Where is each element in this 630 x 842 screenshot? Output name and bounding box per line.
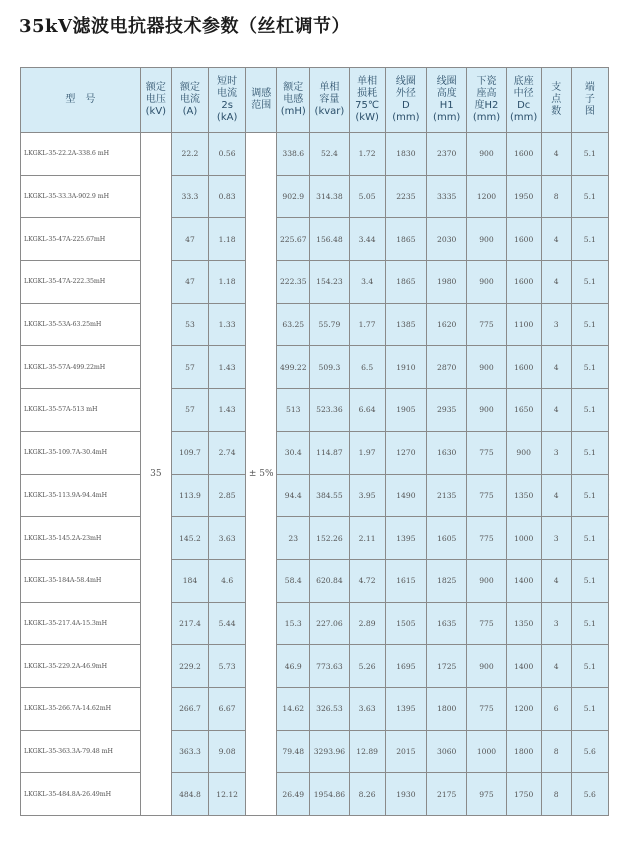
- cell-current: 57: [171, 346, 208, 389]
- header-inductance: [277, 68, 310, 133]
- cell-coil-height: 1620: [427, 303, 467, 346]
- cell-loss: 12.89: [349, 730, 385, 773]
- cell-coil-height: 2175: [427, 773, 467, 816]
- cell-short-current: 1.18: [209, 218, 246, 261]
- cell-base-diameter: 1600: [506, 133, 541, 176]
- cell-inductance: 23: [277, 517, 310, 560]
- header-line: 短时: [217, 76, 238, 87]
- cell-base-diameter: 1350: [506, 602, 541, 645]
- cell-support-points: 3: [541, 517, 571, 560]
- cell-base-diameter: 1000: [506, 517, 541, 560]
- cell-short-current: 1.43: [209, 346, 246, 389]
- header-line: 底座: [513, 76, 534, 87]
- cell-support-points: 4: [541, 559, 571, 602]
- cell-coil-height: 2370: [427, 133, 467, 176]
- cell-inductance: 63.25: [277, 303, 310, 346]
- header-line: 调感: [251, 88, 272, 99]
- cell-short-current: 5.44: [209, 602, 246, 645]
- cell-model: LKGKL-35-57A-513 mH: [21, 389, 141, 432]
- cell-model: LKGKL-35-47A-222.35mH: [21, 261, 141, 304]
- cell-base-diameter: 1350: [506, 474, 541, 517]
- cell-base-height: 775: [467, 303, 506, 346]
- header-terminal: [571, 68, 608, 133]
- cell-current: 109.7: [171, 431, 208, 474]
- cell-current: 484.8: [171, 773, 208, 816]
- cell-capacity: 114.87: [310, 431, 349, 474]
- header-line: 高度: [436, 88, 457, 99]
- header-line: 额定: [179, 82, 200, 93]
- header-current: [171, 68, 208, 133]
- header-line: 2s: [221, 100, 233, 111]
- cell-support-points: 3: [541, 431, 571, 474]
- header-coil-height: [427, 68, 467, 133]
- cell-capacity: 523.36: [310, 389, 349, 432]
- cell-model: LKGKL-35-113.9A-94.4mH: [21, 474, 141, 517]
- cell-support-points: 4: [541, 261, 571, 304]
- cell-current: 229.2: [171, 645, 208, 688]
- cell-loss: 6.64: [349, 389, 385, 432]
- cell-short-current: 4.6: [209, 559, 246, 602]
- cell-base-height: 900: [467, 346, 506, 389]
- cell-inductance: 225.67: [277, 218, 310, 261]
- header-line: 电感: [283, 94, 304, 105]
- cell-loss: 1.72: [349, 133, 385, 176]
- table-row: [21, 175, 609, 218]
- cell-terminal: 5.1: [571, 133, 608, 176]
- header-line: (kW): [355, 112, 379, 123]
- cell-diameter: 2015: [385, 730, 426, 773]
- cell-short-current: 3.63: [209, 517, 246, 560]
- header-line: 额定: [145, 82, 166, 93]
- header-adjust-range: [246, 68, 277, 133]
- cell-terminal: 5.1: [571, 303, 608, 346]
- cell-base-diameter: 1400: [506, 645, 541, 688]
- cell-current: 217.4: [171, 602, 208, 645]
- table-row: [21, 645, 609, 688]
- cell-short-current: 1.33: [209, 303, 246, 346]
- cell-current: 22.2: [171, 133, 208, 176]
- cell-inductance: 46.9: [277, 645, 310, 688]
- cell-terminal: 5.1: [571, 559, 608, 602]
- cell-support-points: 6: [541, 687, 571, 730]
- cell-base-height: 900: [467, 218, 506, 261]
- header-line: (mm): [433, 112, 461, 123]
- cell-support-points: 4: [541, 133, 571, 176]
- cell-base-height: 775: [467, 517, 506, 560]
- header-line: 电压: [145, 94, 166, 105]
- cell-terminal: 5.6: [571, 773, 608, 816]
- cell-base-height: 775: [467, 602, 506, 645]
- cell-terminal: 5.1: [571, 645, 608, 688]
- cell-base-height: 975: [467, 773, 506, 816]
- header-line: (mm): [510, 112, 538, 123]
- cell-diameter: 1490: [385, 474, 426, 517]
- cell-base-height: 775: [467, 687, 506, 730]
- cell-capacity: 52.4: [310, 133, 349, 176]
- cell-base-diameter: 1950: [506, 175, 541, 218]
- cell-terminal: 5.6: [571, 730, 608, 773]
- header-line: 损耗: [357, 88, 378, 99]
- header-line: 线圈: [395, 76, 416, 87]
- header-diameter: [385, 68, 426, 133]
- cell-coil-height: 1605: [427, 517, 467, 560]
- cell-support-points: 4: [541, 218, 571, 261]
- header-line: 外径: [395, 88, 416, 99]
- cell-loss: 2.89: [349, 602, 385, 645]
- cell-coil-height: 1825: [427, 559, 467, 602]
- cell-diameter: 1505: [385, 602, 426, 645]
- cell-diameter: 1905: [385, 389, 426, 432]
- cell-coil-height: 3060: [427, 730, 467, 773]
- header-line: D: [402, 100, 410, 111]
- cell-current: 47: [171, 218, 208, 261]
- header-short-current: [209, 68, 246, 133]
- cell-base-diameter: 1800: [506, 730, 541, 773]
- header-line: 线圈: [436, 76, 457, 87]
- header-line: 中径: [513, 88, 534, 99]
- cell-coil-height: 1980: [427, 261, 467, 304]
- cell-diameter: 1385: [385, 303, 426, 346]
- cell-capacity: 509.3: [310, 346, 349, 389]
- header-line: 座高: [476, 88, 497, 99]
- header-line: (kA): [216, 112, 238, 123]
- header-line: (kV): [145, 106, 167, 117]
- cell-terminal: 5.1: [571, 389, 608, 432]
- cell-short-current: 2.85: [209, 474, 246, 517]
- cell-loss: 5.26: [349, 645, 385, 688]
- cell-inductance: 30.4: [277, 431, 310, 474]
- cell-inductance: 902.9: [277, 175, 310, 218]
- cell-support-points: 8: [541, 730, 571, 773]
- cell-inductance: 222.35: [277, 261, 310, 304]
- cell-model: LKGKL-35-363.3A-79.48 mH: [21, 730, 141, 773]
- cell-base-diameter: 900: [506, 431, 541, 474]
- cell-coil-height: 2870: [427, 346, 467, 389]
- header-line: 75℃: [355, 100, 380, 111]
- cell-diameter: 1270: [385, 431, 426, 474]
- cell-inductance: 94.4: [277, 474, 310, 517]
- cell-short-current: 2.74: [209, 431, 246, 474]
- cell-current: 57: [171, 389, 208, 432]
- cell-loss: 1.97: [349, 431, 385, 474]
- header-line: (A): [182, 106, 198, 117]
- cell-base-height: 900: [467, 559, 506, 602]
- header-line: 容量: [319, 94, 340, 105]
- cell-base-height: 1000: [467, 730, 506, 773]
- cell-capacity: 326.53: [310, 687, 349, 730]
- cell-support-points: 8: [541, 175, 571, 218]
- cell-coil-height: 1800: [427, 687, 467, 730]
- header-voltage: [140, 68, 171, 133]
- cell-base-height: 900: [467, 389, 506, 432]
- table-row: [21, 730, 609, 773]
- cell-current: 184: [171, 559, 208, 602]
- cell-diameter: 1865: [385, 218, 426, 261]
- cell-support-points: 4: [541, 645, 571, 688]
- cell-terminal: 5.1: [571, 687, 608, 730]
- header-support-points: [541, 68, 571, 133]
- cell-coil-height: 3335: [427, 175, 467, 218]
- cell-diameter: 1395: [385, 687, 426, 730]
- header-line: (mH): [280, 106, 306, 117]
- cell-current: 47: [171, 261, 208, 304]
- cell-base-height: 900: [467, 261, 506, 304]
- cell-loss: 5.05: [349, 175, 385, 218]
- cell-loss: 2.11: [349, 517, 385, 560]
- cell-model: LKGKL-35-53A-63.25mH: [21, 303, 141, 346]
- cell-adjust-range: ± 5%: [246, 133, 277, 816]
- cell-model: LKGKL-35-109.7A-30.4mH: [21, 431, 141, 474]
- table-row: [21, 303, 609, 346]
- cell-short-current: 0.83: [209, 175, 246, 218]
- cell-capacity: 773.63: [310, 645, 349, 688]
- table-row: [21, 431, 609, 474]
- cell-diameter: 1615: [385, 559, 426, 602]
- cell-inductance: 513: [277, 389, 310, 432]
- cell-diameter: 1930: [385, 773, 426, 816]
- header-line: 度H2: [474, 100, 499, 111]
- cell-model: LKGKL-35-184A-58.4mH: [21, 559, 141, 602]
- cell-loss: 3.4: [349, 261, 385, 304]
- cell-short-current: 12.12: [209, 773, 246, 816]
- cell-support-points: 4: [541, 474, 571, 517]
- header-line: 电流: [179, 94, 200, 105]
- page-title: 35kV滤波电抗器技术参数（丝杠调节）: [19, 16, 350, 37]
- header-line: 端: [584, 82, 595, 93]
- table-row: [21, 346, 609, 389]
- cell-model: LKGKL-35-266.7A-14.62mH: [21, 687, 141, 730]
- header-line: 支: [551, 82, 562, 93]
- cell-base-diameter: 1600: [506, 218, 541, 261]
- cell-loss: 6.5: [349, 346, 385, 389]
- cell-coil-height: 1635: [427, 602, 467, 645]
- cell-base-height: 1200: [467, 175, 506, 218]
- cell-terminal: 5.1: [571, 261, 608, 304]
- cell-coil-height: 2030: [427, 218, 467, 261]
- cell-capacity: 227.06: [310, 602, 349, 645]
- table-row: [21, 559, 609, 602]
- table-header-row: [21, 68, 609, 133]
- header-capacity: [310, 68, 349, 133]
- cell-base-diameter: 1600: [506, 346, 541, 389]
- cell-terminal: 5.1: [571, 218, 608, 261]
- header-line: 子: [584, 94, 595, 105]
- table-row: [21, 389, 609, 432]
- cell-capacity: 154.23: [310, 261, 349, 304]
- cell-diameter: 2235: [385, 175, 426, 218]
- table-row: [21, 218, 609, 261]
- cell-coil-height: 2935: [427, 389, 467, 432]
- header-line: 点: [551, 94, 562, 105]
- cell-capacity: 3293.96: [310, 730, 349, 773]
- cell-inductance: 15.3: [277, 602, 310, 645]
- cell-model: LKGKL-35-217.4A-15.3mH: [21, 602, 141, 645]
- cell-loss: 3.44: [349, 218, 385, 261]
- cell-current: 145.2: [171, 517, 208, 560]
- cell-inductance: 26.49: [277, 773, 310, 816]
- cell-terminal: 5.1: [571, 474, 608, 517]
- cell-diameter: 1395: [385, 517, 426, 560]
- header-line: 电流: [217, 88, 238, 99]
- cell-base-height: 900: [467, 645, 506, 688]
- spec-table: [20, 67, 609, 816]
- cell-current: 266.7: [171, 687, 208, 730]
- header-line: 图: [584, 106, 595, 117]
- cell-model: LKGKL-35-145.2A-23mH: [21, 517, 141, 560]
- cell-capacity: 620.84: [310, 559, 349, 602]
- cell-model: LKGKL-35-229.2A-46.9mH: [21, 645, 141, 688]
- cell-diameter: 1865: [385, 261, 426, 304]
- cell-base-diameter: 1400: [506, 559, 541, 602]
- cell-support-points: 4: [541, 346, 571, 389]
- cell-support-points: 8: [541, 773, 571, 816]
- header-line: 单相: [357, 76, 378, 87]
- cell-base-diameter: 1750: [506, 773, 541, 816]
- cell-coil-height: 2135: [427, 474, 467, 517]
- cell-capacity: 152.26: [310, 517, 349, 560]
- cell-inductance: 58.4: [277, 559, 310, 602]
- cell-base-diameter: 1200: [506, 687, 541, 730]
- cell-base-diameter: 1100: [506, 303, 541, 346]
- header-base-height: [467, 68, 506, 133]
- cell-inductance: 499.22: [277, 346, 310, 389]
- table-row: [21, 261, 609, 304]
- cell-support-points: 4: [541, 389, 571, 432]
- header-line: 数: [551, 106, 562, 117]
- table-row: [21, 474, 609, 517]
- cell-current: 33.3: [171, 175, 208, 218]
- header-base-diameter: [506, 68, 541, 133]
- cell-base-height: 900: [467, 133, 506, 176]
- cell-loss: 3.95: [349, 474, 385, 517]
- cell-rated-voltage: 35: [140, 133, 171, 816]
- cell-diameter: 1695: [385, 645, 426, 688]
- cell-capacity: 55.79: [310, 303, 349, 346]
- cell-terminal: 5.1: [571, 602, 608, 645]
- cell-inductance: 79.48: [277, 730, 310, 773]
- cell-capacity: 384.55: [310, 474, 349, 517]
- cell-short-current: 0.56: [209, 133, 246, 176]
- header-line: 单相: [319, 82, 340, 93]
- header-line: H1: [439, 100, 454, 111]
- header-line: 范围: [251, 100, 272, 111]
- cell-loss: 8.26: [349, 773, 385, 816]
- table-row: [21, 517, 609, 560]
- cell-base-diameter: 1600: [506, 261, 541, 304]
- table-row: [21, 687, 609, 730]
- cell-terminal: 5.1: [571, 346, 608, 389]
- header-line: 下瓷: [476, 76, 497, 87]
- cell-support-points: 3: [541, 303, 571, 346]
- cell-model: LKGKL-35-33.3A-902.9 mH: [21, 175, 141, 218]
- cell-diameter: 1910: [385, 346, 426, 389]
- header-line: (kvar): [314, 106, 345, 117]
- cell-inductance: 338.6: [277, 133, 310, 176]
- cell-coil-height: 1725: [427, 645, 467, 688]
- cell-short-current: 1.18: [209, 261, 246, 304]
- cell-model: LKGKL-35-484.8A-26.49mH: [21, 773, 141, 816]
- cell-current: 363.3: [171, 730, 208, 773]
- cell-current: 113.9: [171, 474, 208, 517]
- table-row: [21, 133, 609, 176]
- header-line: Dc: [517, 100, 531, 111]
- cell-capacity: 314.38: [310, 175, 349, 218]
- cell-capacity: 156.48: [310, 218, 349, 261]
- cell-base-height: 775: [467, 474, 506, 517]
- header-loss: [349, 68, 385, 133]
- cell-coil-height: 1630: [427, 431, 467, 474]
- cell-terminal: 5.1: [571, 517, 608, 560]
- cell-capacity: 1954.86: [310, 773, 349, 816]
- header-line: (mm): [472, 112, 501, 123]
- header-line: 型 号: [65, 94, 96, 105]
- cell-model: LKGKL-35-22.2A-338.6 mH: [21, 133, 141, 176]
- cell-short-current: 1.43: [209, 389, 246, 432]
- table-row: [21, 602, 609, 645]
- cell-terminal: 5.1: [571, 431, 608, 474]
- cell-support-points: 3: [541, 602, 571, 645]
- cell-base-height: 775: [467, 431, 506, 474]
- header-line: 额定: [283, 82, 304, 93]
- cell-loss: 3.63: [349, 687, 385, 730]
- cell-inductance: 14.62: [277, 687, 310, 730]
- header-model: [21, 68, 141, 133]
- cell-diameter: 1830: [385, 133, 426, 176]
- cell-short-current: 6.67: [209, 687, 246, 730]
- cell-loss: 1.77: [349, 303, 385, 346]
- cell-terminal: 5.1: [571, 175, 608, 218]
- cell-model: LKGKL-35-57A-499.22mH: [21, 346, 141, 389]
- header-line: (mm): [392, 112, 420, 123]
- cell-current: 53: [171, 303, 208, 346]
- cell-base-diameter: 1650: [506, 389, 541, 432]
- cell-loss: 4.72: [349, 559, 385, 602]
- cell-short-current: 9.08: [209, 730, 246, 773]
- cell-short-current: 5.73: [209, 645, 246, 688]
- cell-model: LKGKL-35-47A-225.67mH: [21, 218, 141, 261]
- table-row: [21, 773, 609, 816]
